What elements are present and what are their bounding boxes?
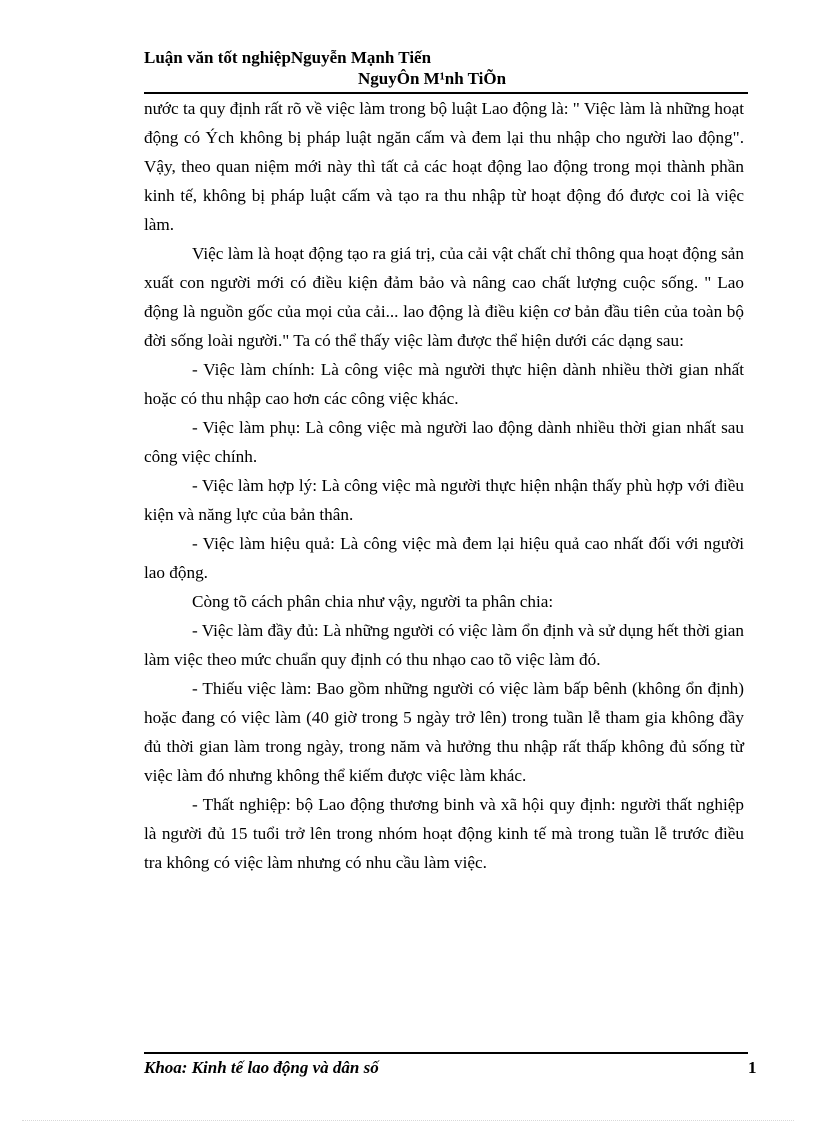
list-item-suitable-job: - Việc làm hợp lý: Là công việc mà người thực hiện nhận thấy phù hợp với điều kiện và năng lực của bản thân. — [144, 476, 744, 524]
header-author: NguyÔn M¹nh TiÕn — [358, 69, 507, 88]
page-number: 1 — [748, 1058, 757, 1077]
page-bottom-edge — [22, 1120, 794, 1121]
paragraph-continuation: nước ta quy định rất rõ về việc làm trong bộ luật Lao động là: " Việc làm là những hoạt động có Ých không bị pháp luật ngăn cấm và đem lại thu nhập cho người lao động". Vậy, theo quan niệm mới này thì tất cả các hoạt động lao động trong mọi thành phần kinh tế, không bị pháp luật cấm và tạo ra thu nhập từ hoạt động đó được coi là việc làm. — [144, 99, 744, 234]
paragraph-definition: Việc làm là hoạt động tạo ra giá trị, của cải vật chất chỉ thông qua hoạt động sản xuất con người mới có điều kiện đảm bảo và nâng cao chất lượng cuộc sống. " Lao động là nguồn gốc của mọi của cải... lao động là điều kiện cơ bản đầu tiên của toàn bộ đời sống loài người." Ta có thể thấy việc làm được thể hiện dưới các dạng sau: — [144, 244, 744, 350]
list-item-full-employment: - Việc làm đầy đủ: Là những người có việc làm ổn định và sử dụng hết thời gian làm việc theo mức chuẩn quy định có thu nhạo cao tõ việc làm đó. — [144, 621, 744, 669]
page-header — [144, 48, 748, 92]
list-item-secondary-job: - Việc làm phụ: Là công việc mà người lao động dành nhiều thời gian nhất sau công việc chính. — [144, 418, 744, 466]
list-item-main-job: - Việc làm chính: Là công việc mà người thực hiện dành nhiều thời gian nhất hoặc có thu nhập cao hơn các công việc khác. — [144, 360, 744, 408]
document-body — [144, 94, 744, 877]
list-item-underemployment: - Thiếu việc làm: Bao gồm những người có việc làm bấp bênh (không ổn định) hoặc đang có việc làm (40 giờ trong 5 ngày trở lên) trong tuần lễ tham gia không đầy đủ thời gian làm trong ngày, trong năm và hưởng thu nhập rất thấp không đủ sống từ việc làm đó nhưng không thể kiếm được việc làm khác. — [144, 679, 744, 785]
footer-divider — [144, 1052, 748, 1054]
list-item-unemployment: - Thất nghiệp: bộ Lao động thương binh và xã hội quy định: người thất nghiệp là người đủ 15 tuổi trở lên trong nhóm hoạt động kinh tế mà trong tuần lễ trước điều tra không có việc làm nhưng có nhu cầu làm việc. — [144, 795, 744, 872]
header-title: Luận văn tốt nghiệpNguyễn Mạnh Tiến — [144, 48, 432, 67]
list-item-effective-job: - Việc làm hiệu quả: Là công việc mà đem lại hiệu quả cao nhất đối với người lao động. — [144, 534, 744, 582]
footer-department: Khoa: Kinh tế lao động và dân số — [144, 1058, 379, 1077]
paragraph-classification: Còng tõ cách phân chia như vậy, người ta phân chia: — [192, 592, 554, 611]
